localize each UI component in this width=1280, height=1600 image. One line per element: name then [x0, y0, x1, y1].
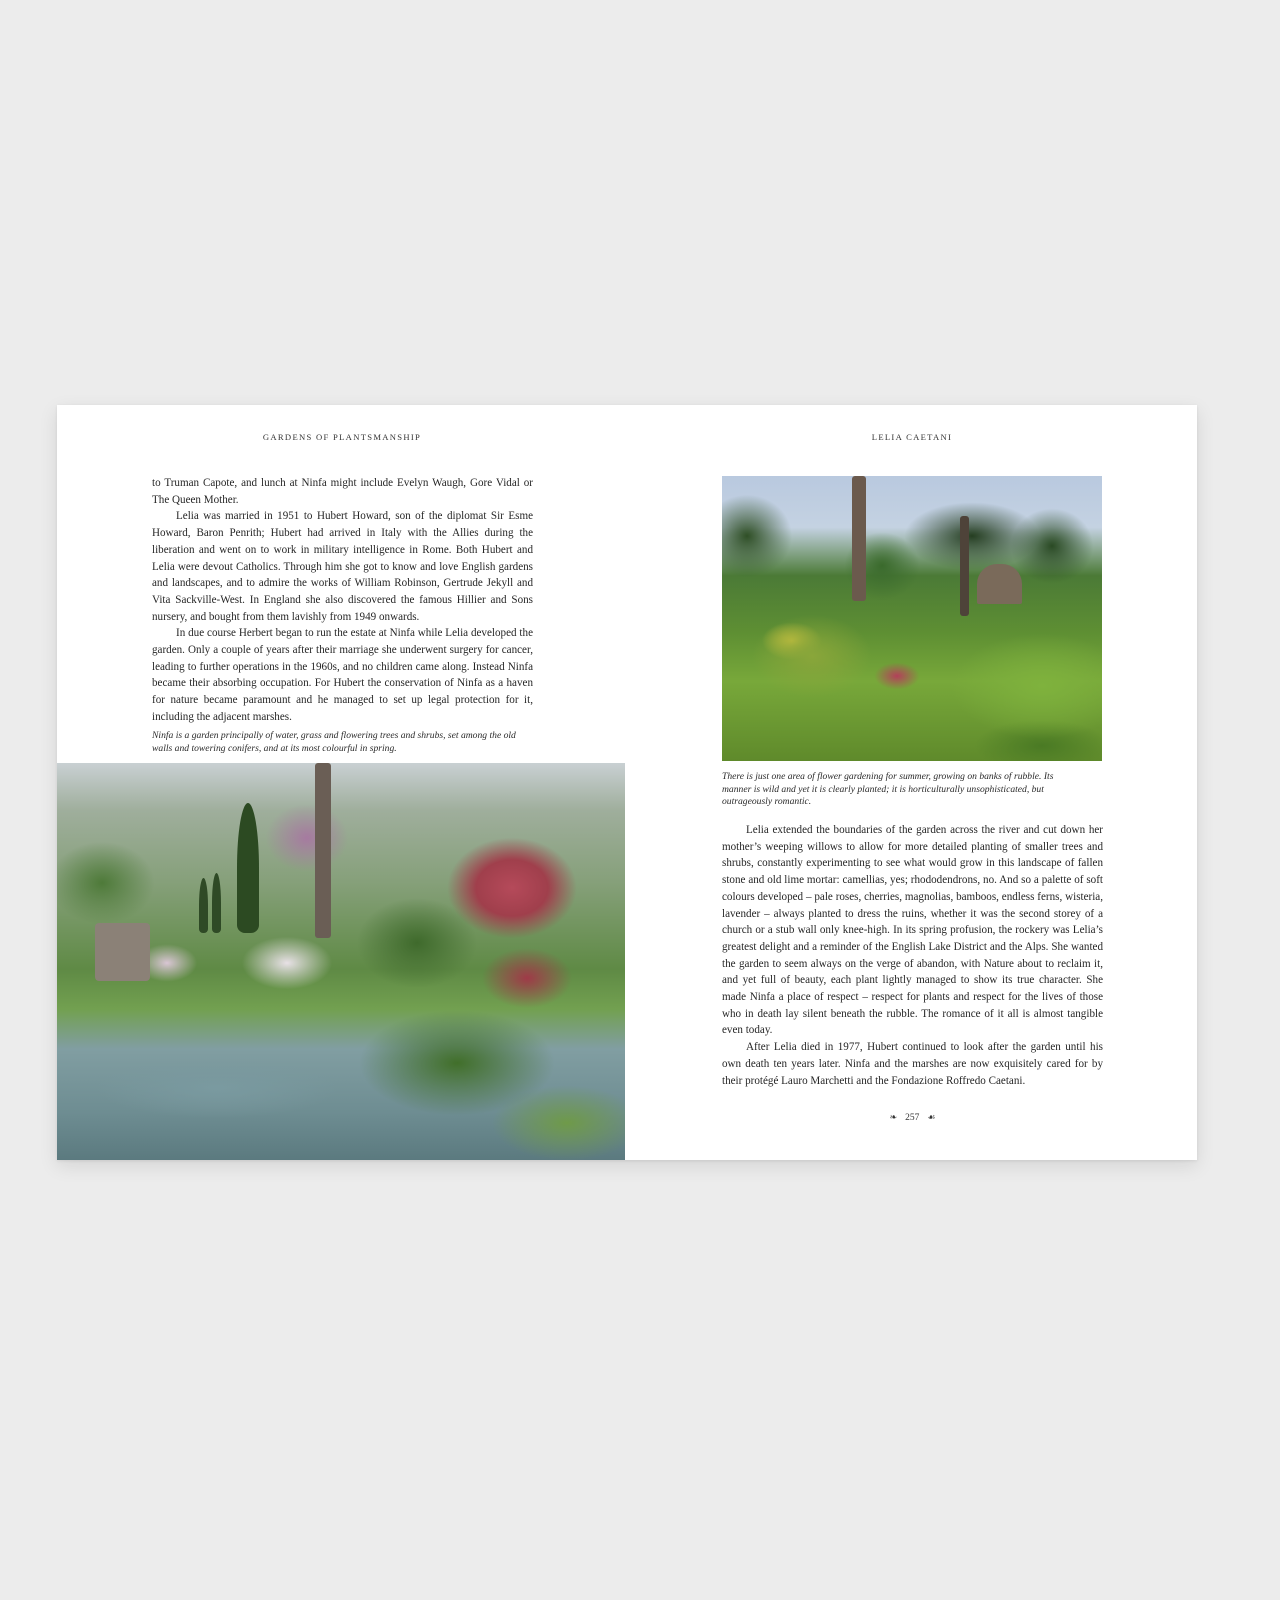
book-spread	[57, 405, 1197, 1160]
paragraph: After Lelia died in 1977, Hubert continued to look after the garden until his own death ten years later. Ninfa and the marshes are now exquisitely cared for by their protégé Lauro Marchetti and the Fondazione Roffredo Caetani.	[722, 1041, 1103, 1087]
paragraph: In due course Herbert began to run the estate at Ninfa while Lelia developed the garden. Only a couple of years after their marriage she underwent surgery for cancer, leading to further operations in the 1960s, and no children came along. Instead Ninfa became their absorbing occupation. For Hubert the conservation of Ninfa as a haven for nature became paramount and he managed to set up legal protection for it, including the adjacent marshes.	[152, 627, 533, 723]
left-page	[57, 405, 627, 1160]
fleuron-left-icon: ❧	[889, 1112, 898, 1122]
right-body-text	[722, 822, 1103, 1089]
paragraph: to Truman Capote, and lunch at Ninfa might include Evelyn Waugh, Gore Vidal or The Queen Mother.	[152, 477, 533, 506]
page-number: 257	[905, 1113, 920, 1123]
left-body-text	[152, 475, 533, 726]
photo-flower-banks	[722, 476, 1102, 761]
cypress	[237, 803, 259, 933]
cypress	[199, 878, 208, 933]
tree-trunk	[315, 763, 331, 938]
photo-caption-right: There is just one area of flower gardening for summer, growing on banks of rubble. Its manner is wild and yet it is clearly planted; it is horticulturally unsophisticated, but outrageously romantic.	[722, 771, 1054, 808]
running-head-left: GARDENS OF PLANTSMANSHIP	[262, 432, 422, 442]
page-number-footer	[722, 1112, 1103, 1123]
pine-trunk	[960, 516, 969, 616]
paragraph: Lelia extended the boundaries of the garden across the river and cut down her mother’s weeping willows to allow for more detailed planting of smaller trees and shrubs, constantly experimenting to see what would grow in this landscape of fallen stone and old lime mortar: camellias, yes; rhododendrons, no. And so a palette of soft colours developed – pale roses, cherries, magnolias, bamboos, endless ferns, wisteria, lavender – always planted to dress the ruins, whether it was the second storey of a church or a stub wall only knee-high. In its spring profusion, the rockery was Lelia’s greatest delight and a reminder of the English Lake District and the Alps. She wanted the garden to seem always on the verge of abandon, with Nature about to reclaim it, and yet full of beauty, each plant lightly managed to show its true character. She made Ninfa a place of respect – respect for plants and respect for the lives of those who in death lay silent beneath the rubble. The romance of it all is almost tangible even today.	[722, 824, 1103, 1037]
ruin-arch	[977, 564, 1022, 604]
running-head-right: LELIA CAETANI	[871, 432, 953, 442]
fleuron-right-icon: ☙	[927, 1112, 936, 1122]
paragraph: Lelia was married in 1951 to Hubert Howard, son of the diplomat Sir Esme Howard, Baron Penrith; Hubert had arrived in Italy with the Allies during the liberation and went on to work in military intelligence in Rome. Both Hubert and Lelia were devout Catholics. Through him she got to know and love English gardens and landscapes, and to admire the works of William Robinson, Gertrude Jekyll and Vita Sackville-West. In England she also discovered the famous Hillier and Sons nursery, and bought from them lavishly from 1949 onwards.	[152, 510, 533, 623]
cypress	[212, 873, 221, 933]
ruin-wall	[95, 923, 150, 981]
photo-caption-left: Ninfa is a garden principally of water, grass and flowering trees and shrubs, set among the old walls and towering conifers, and at its most colourful in spring.	[152, 730, 516, 754]
pine-trunk	[852, 476, 866, 601]
photo-ninfa-river	[57, 763, 625, 1160]
